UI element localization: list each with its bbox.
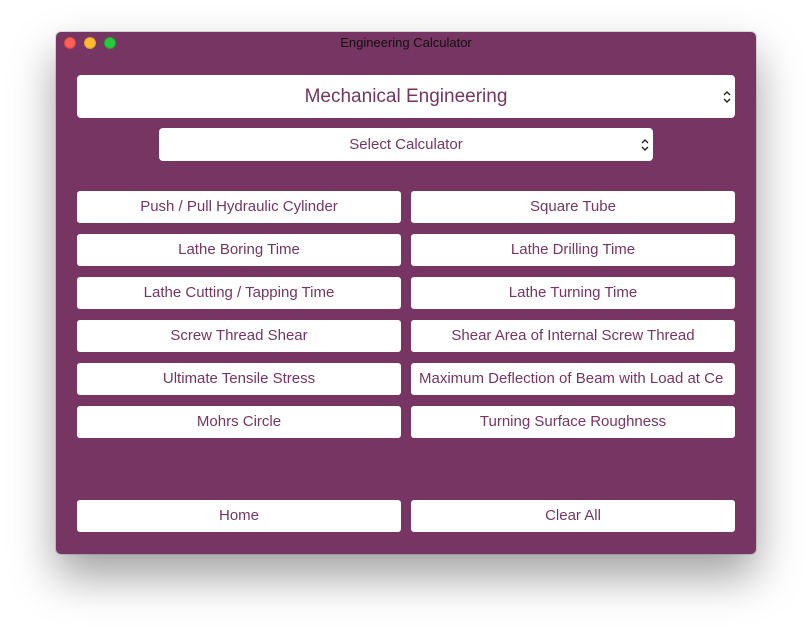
discipline-select-value: Mechanical Engineering bbox=[304, 86, 508, 107]
calculator-select[interactable] bbox=[159, 128, 653, 161]
close-window-button[interactable] bbox=[64, 37, 76, 49]
mohrs-circle-button[interactable]: Mohrs Circle bbox=[77, 406, 401, 438]
maximum-deflection-beam-button[interactable]: Maximum Deflection of Beam with Load at Ce bbox=[411, 363, 735, 395]
chevron-up-down-icon bbox=[641, 138, 649, 152]
calculator-select-value: Select Calculator bbox=[349, 136, 463, 153]
zoom-window-button[interactable] bbox=[104, 37, 116, 49]
lathe-drilling-time-button[interactable]: Lathe Drilling Time bbox=[411, 234, 735, 266]
title-bar bbox=[56, 32, 756, 54]
lathe-boring-time-button[interactable]: Lathe Boring Time bbox=[77, 234, 401, 266]
screw-thread-shear-button[interactable]: Screw Thread Shear bbox=[77, 320, 401, 352]
shear-area-internal-screw-thread-button[interactable]: Shear Area of Internal Screw Thread bbox=[411, 320, 735, 352]
app-window bbox=[56, 32, 756, 554]
push-pull-hydraulic-cylinder-button[interactable]: Push / Pull Hydraulic Cylinder bbox=[77, 191, 401, 223]
square-tube-button[interactable]: Square Tube bbox=[411, 191, 735, 223]
home-button[interactable]: Home bbox=[77, 500, 401, 532]
lathe-turning-time-button[interactable]: Lathe Turning Time bbox=[411, 277, 735, 309]
turning-surface-roughness-button[interactable]: Turning Surface Roughness bbox=[411, 406, 735, 438]
discipline-select[interactable] bbox=[77, 75, 735, 118]
ultimate-tensile-stress-button[interactable]: Ultimate Tensile Stress bbox=[77, 363, 401, 395]
lathe-cutting-tapping-time-button[interactable]: Lathe Cutting / Tapping Time bbox=[77, 277, 401, 309]
window-title: Engineering Calculator bbox=[340, 35, 472, 50]
clear-all-button[interactable]: Clear All bbox=[411, 500, 735, 532]
minimize-window-button[interactable] bbox=[84, 37, 96, 49]
chevron-up-down-icon bbox=[723, 90, 731, 104]
